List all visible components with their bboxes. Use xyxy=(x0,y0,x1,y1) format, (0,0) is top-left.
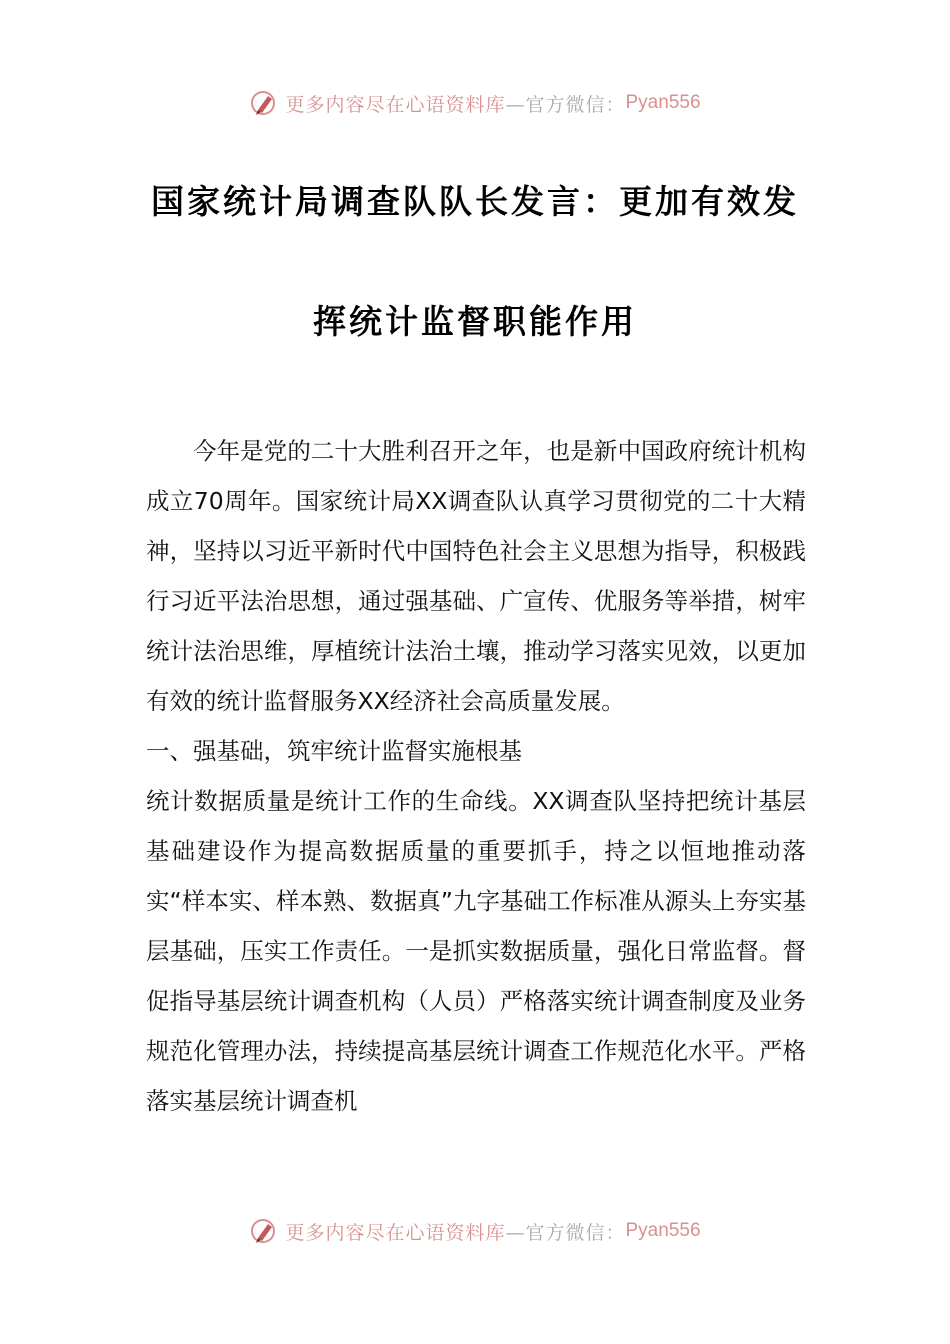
watermark-contact-label: —官方微信： xyxy=(505,93,626,116)
pen-nib-logo-icon xyxy=(249,1216,279,1246)
header-watermark xyxy=(0,83,950,123)
section-1-paragraph: 统计数据质量是统计工作的生命线。XX调查队坚持把统计基层基础建设作为提高数据质量的重要抓手，持之以恒地推动落实“样本实、样本熟、数据真”九字基础工作标准从源头上夯实基层基础，压实工作责任。一是抓实数据质量，强化日常监督。督促指导基层统计调查机构（人员）严格落实统计调查制度及业务规范化管理办法，持续提高基层统计调查工作规范化水平。严格落实基层统计调查机 xyxy=(146,787,806,1115)
watermark-wechat-id: Pyan556 xyxy=(625,1220,701,1241)
watermark-contact-label: —官方微信： xyxy=(505,1221,626,1244)
watermark-wechat-id: Pyan556 xyxy=(625,92,701,113)
intro-paragraph: 今年是党的二十大胜利召开之年，也是新中国政府统计机构成立70周年。国家统计局XX调查队认真学习贯彻党的二十大精神，坚持以习近平新时代中国特色社会主义思想为指导，积极践行习近平法治思想，通过强基础、广宣传、优服务等举措，树牢统计法治思维，厚植统计法治土壤，推动学习落实见效，以更加有效的统计监督服务XX经济社会高质量发展。 xyxy=(146,437,806,715)
watermark-text: 更多内容尽在心语资料库 xyxy=(285,93,506,116)
document-title-line-2: 挥统计监督职能作用 xyxy=(313,302,637,341)
watermark-text: 更多内容尽在心语资料库 xyxy=(285,1221,506,1244)
footer-watermark xyxy=(0,1211,950,1251)
section-heading-1: 一、强基础，筑牢统计监督实施根基 xyxy=(146,737,522,765)
pen-nib-logo-icon xyxy=(249,88,279,118)
document-title-line-1: 国家统计局调查队队长发言：更加有效发 xyxy=(151,182,799,221)
document-body xyxy=(146,426,806,1126)
